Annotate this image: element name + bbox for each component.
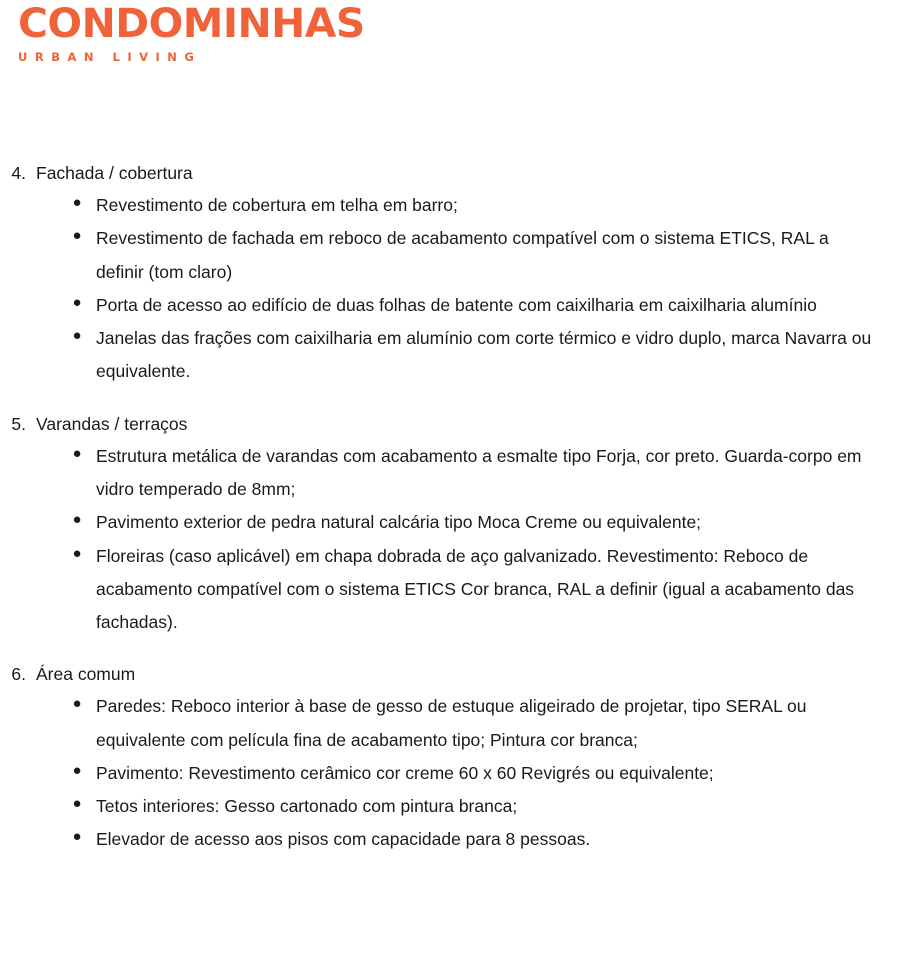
- bullet-icon: ●: [72, 194, 82, 212]
- list-item: [0, 322, 900, 389]
- section-title: Área comum: [36, 664, 136, 685]
- bullet-icon: ●: [72, 227, 82, 245]
- bullet-icon: ●: [72, 511, 82, 529]
- section-varandas-terracos: [0, 411, 900, 640]
- list-item-text: Revestimento de fachada em reboco de acabamento compatível com o sistema ETICS, RAL a definir (tom claro): [96, 228, 829, 282]
- section-bullet-list: [0, 189, 900, 389]
- list-item: [0, 440, 900, 507]
- list-item: [0, 823, 900, 856]
- section-title: Fachada / cobertura: [36, 163, 193, 183]
- bullet-icon: ●: [72, 761, 82, 779]
- list-item-text: Estrutura metálica de varandas com acabamento a esmalte tipo Forja, cor preto. Guarda-corpo em vidro temperado de 8mm;: [96, 445, 862, 499]
- list-item-text: Porta de acesso ao edifício de duas folhas de batente com caixilharia em caixilharia alumínio: [96, 294, 817, 315]
- bullet-icon: ●: [72, 293, 82, 311]
- list-item-text: Tetos interiores: Gesso cartonado com pintura branca;: [96, 796, 518, 817]
- section-heading: [0, 661, 900, 688]
- section-number: 6.: [11, 664, 26, 685]
- section-heading: [0, 411, 900, 438]
- logo-wordmark: CONDOMINHAS: [18, 1, 365, 47]
- bullet-icon: ●: [72, 828, 82, 846]
- bullet-icon: ●: [72, 795, 82, 813]
- section-bullet-list: [0, 690, 900, 856]
- bullet-icon: ●: [72, 444, 82, 462]
- list-item-text: Paredes: Reboco interior à base de gesso de estuque aligeirado de projetar, tipo SERAL ou equivalente com película fina de acabamento tipo; Pintura cor branca;: [96, 696, 807, 750]
- list-item-text: Janelas das frações com caixilharia em alumínio com corte térmico e vidro duplo, marca Navarra ou equivalente.: [96, 328, 872, 382]
- section-bullet-list: [0, 440, 900, 640]
- list-item: [0, 506, 900, 539]
- list-item-text: Floreiras (caso aplicável) em chapa dobrada de aço galvanizado. Revestimento: Reboco de acabamento compatível com o sistema ETICS Cor branca, RAL a definir (igual a acabamento das fachadas).: [96, 545, 855, 632]
- list-item-text: Elevador de acesso aos pisos com capacidade para 8 pessoas.: [96, 829, 591, 850]
- list-item-text: Pavimento: Revestimento cerâmico cor creme 60 x 60 Revigrés ou equivalente;: [96, 762, 714, 783]
- section-number: 5.: [11, 413, 26, 434]
- section-fachada-cobertura: [0, 160, 900, 389]
- list-item: [0, 757, 900, 790]
- section-area-comum: [0, 661, 900, 856]
- list-item-text: Revestimento de cobertura em telha em barro;: [96, 195, 458, 216]
- section-number: 4.: [11, 163, 26, 183]
- list-item: [0, 690, 900, 757]
- list-item: [0, 289, 900, 322]
- brand-logo: [18, 1, 365, 64]
- list-item: [0, 790, 900, 823]
- list-item: [0, 222, 900, 289]
- section-title: Varandas / terraços: [36, 413, 188, 434]
- list-item-text: Pavimento exterior de pedra natural calcária tipo Moca Creme ou equivalente;: [96, 512, 702, 533]
- logo-tagline: URBAN LIVING: [18, 50, 202, 64]
- bullet-icon: ●: [72, 544, 82, 562]
- section-heading: [0, 160, 900, 187]
- bullet-icon: ●: [72, 695, 82, 713]
- bullet-icon: ●: [72, 327, 82, 345]
- list-item: [0, 540, 900, 640]
- list-item: [0, 189, 900, 222]
- document-body: [0, 160, 900, 857]
